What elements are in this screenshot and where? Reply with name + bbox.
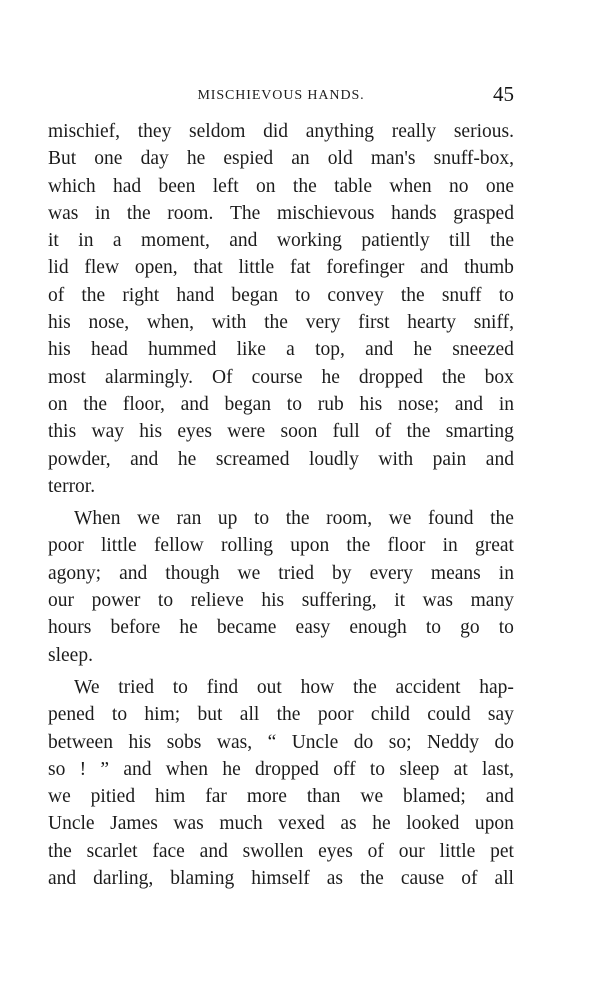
word: that bbox=[193, 257, 223, 279]
text-line bbox=[48, 336, 514, 363]
word: espied bbox=[223, 148, 274, 170]
word: smarting bbox=[445, 421, 514, 443]
word: he bbox=[321, 366, 340, 388]
word: was bbox=[173, 813, 204, 835]
word: man's bbox=[370, 148, 416, 170]
text-line bbox=[48, 418, 514, 445]
word: the bbox=[346, 535, 371, 557]
word: accident bbox=[395, 676, 461, 698]
word: pitied bbox=[90, 786, 136, 808]
word: we bbox=[360, 786, 384, 808]
word: he bbox=[186, 148, 206, 170]
word: his bbox=[261, 590, 285, 612]
word: to bbox=[111, 704, 128, 726]
word: powder, bbox=[48, 448, 111, 470]
word: he bbox=[372, 813, 391, 835]
word: enough bbox=[349, 617, 407, 639]
word: to bbox=[369, 758, 386, 780]
text-line bbox=[48, 756, 514, 783]
text-line bbox=[48, 391, 514, 418]
word: agony; bbox=[48, 562, 102, 584]
word: rub bbox=[317, 393, 344, 415]
word: power bbox=[91, 590, 141, 612]
word: by bbox=[332, 562, 352, 584]
word: to bbox=[295, 284, 311, 306]
word: at bbox=[453, 758, 468, 780]
word: up bbox=[217, 508, 238, 530]
word: the bbox=[276, 704, 301, 726]
word: than bbox=[306, 786, 341, 808]
text-line bbox=[48, 587, 514, 614]
word: most bbox=[48, 366, 86, 388]
word: all bbox=[494, 868, 514, 890]
word: and bbox=[130, 448, 159, 470]
word: like bbox=[236, 339, 266, 361]
word: tried bbox=[278, 562, 315, 584]
word: Uncle bbox=[291, 731, 339, 753]
word: really bbox=[391, 121, 437, 142]
word: as bbox=[340, 813, 357, 835]
body-text bbox=[48, 118, 514, 897]
word: Of bbox=[212, 366, 233, 388]
word: on bbox=[48, 393, 68, 415]
word: suffering, bbox=[301, 590, 377, 612]
word: one bbox=[94, 148, 123, 170]
word: little bbox=[238, 257, 275, 279]
word: had bbox=[113, 175, 142, 197]
text-line bbox=[48, 674, 514, 701]
word: were bbox=[227, 421, 266, 443]
word: But bbox=[48, 148, 77, 170]
text-line bbox=[48, 473, 514, 500]
word: was bbox=[48, 202, 79, 224]
word: and bbox=[485, 448, 514, 470]
word: when bbox=[389, 175, 432, 197]
paragraph bbox=[48, 505, 514, 669]
word: the bbox=[406, 421, 431, 443]
word: the bbox=[441, 366, 466, 388]
word: of bbox=[367, 840, 384, 862]
word: James bbox=[110, 813, 158, 835]
word: and bbox=[123, 758, 152, 780]
word: do bbox=[494, 731, 514, 753]
word: between bbox=[48, 731, 113, 753]
word: one bbox=[485, 175, 514, 197]
word: alarmingly. bbox=[104, 366, 194, 388]
word: find bbox=[206, 676, 239, 698]
word: found bbox=[428, 508, 474, 530]
word: on bbox=[256, 175, 276, 197]
word: tried bbox=[118, 676, 154, 698]
text-line bbox=[48, 173, 514, 200]
text-line bbox=[48, 642, 514, 669]
word: he bbox=[177, 448, 197, 470]
word: more bbox=[246, 786, 287, 808]
word: his bbox=[359, 393, 383, 415]
word: course bbox=[251, 366, 303, 388]
word: screamed bbox=[215, 448, 290, 470]
word: it bbox=[48, 230, 59, 252]
word: sobs bbox=[166, 731, 202, 753]
word: how bbox=[300, 676, 335, 698]
word: the bbox=[400, 284, 425, 306]
word: last, bbox=[482, 758, 514, 780]
word: and bbox=[48, 868, 77, 890]
word: in bbox=[498, 393, 514, 415]
word: began bbox=[231, 284, 278, 306]
word: go bbox=[460, 617, 480, 639]
word: to bbox=[253, 508, 270, 530]
word: fat bbox=[290, 257, 311, 279]
text-line bbox=[48, 118, 514, 145]
word: scarlet bbox=[86, 840, 138, 862]
word: he bbox=[179, 617, 198, 639]
word: to bbox=[172, 676, 188, 698]
word: and bbox=[420, 257, 449, 279]
text-line bbox=[48, 364, 514, 391]
text-line bbox=[48, 838, 514, 865]
word: many bbox=[470, 590, 514, 612]
word: When bbox=[74, 508, 121, 530]
word: in bbox=[78, 230, 94, 252]
word: was, bbox=[216, 731, 253, 753]
word: they bbox=[137, 121, 172, 142]
word: soon bbox=[280, 421, 318, 443]
word: left bbox=[212, 175, 239, 197]
word: snuff-box, bbox=[433, 148, 514, 170]
word: did bbox=[263, 121, 289, 142]
text-line bbox=[48, 729, 514, 756]
word: pened bbox=[48, 704, 95, 726]
text-line bbox=[48, 282, 514, 309]
word: of bbox=[375, 421, 392, 443]
word: our bbox=[398, 840, 425, 862]
word: hummed bbox=[148, 339, 217, 361]
word: in bbox=[442, 535, 458, 557]
word: been bbox=[158, 175, 196, 197]
word: table bbox=[334, 175, 372, 197]
word: to bbox=[157, 590, 174, 612]
paragraph bbox=[48, 118, 514, 500]
word: anything bbox=[305, 121, 374, 142]
word: The bbox=[230, 202, 261, 224]
word: head bbox=[91, 339, 128, 361]
word: pet bbox=[490, 840, 514, 862]
word: face bbox=[152, 840, 185, 862]
word: and bbox=[454, 393, 484, 415]
word: out bbox=[256, 676, 282, 698]
text-line bbox=[48, 200, 514, 227]
page-header bbox=[48, 82, 514, 112]
word: to bbox=[498, 617, 514, 639]
word: hearty bbox=[407, 312, 456, 334]
word: swollen bbox=[242, 840, 304, 862]
word: “ bbox=[267, 731, 277, 753]
word: poor bbox=[317, 704, 354, 726]
word: nose; bbox=[397, 393, 440, 415]
word: relieve bbox=[190, 590, 244, 612]
word: child bbox=[370, 704, 410, 726]
word: right bbox=[122, 284, 160, 306]
word: it bbox=[394, 590, 406, 612]
word: to bbox=[286, 393, 302, 415]
word: ! bbox=[79, 758, 87, 780]
text-line bbox=[48, 783, 514, 810]
word: moment, bbox=[141, 230, 210, 252]
word: his bbox=[128, 731, 152, 753]
running-head: MISCHIEVOUS HANDS. bbox=[197, 88, 365, 103]
word: the bbox=[83, 393, 108, 415]
word: him bbox=[155, 786, 186, 808]
word: mischief, bbox=[48, 121, 121, 142]
word: forefinger bbox=[326, 257, 405, 279]
word: dropped bbox=[255, 758, 319, 780]
word: the bbox=[81, 284, 106, 306]
word: so; bbox=[388, 731, 412, 753]
word: little bbox=[439, 840, 476, 862]
text-line bbox=[48, 560, 514, 587]
word: him; bbox=[144, 704, 181, 726]
text-line bbox=[48, 532, 514, 559]
word: the bbox=[292, 175, 317, 197]
word: the bbox=[360, 868, 384, 890]
word: sleep. bbox=[48, 644, 93, 666]
word: way bbox=[91, 421, 124, 443]
word: we bbox=[237, 562, 261, 584]
word: when, bbox=[146, 312, 194, 334]
word: but bbox=[197, 704, 223, 726]
word: the bbox=[352, 676, 377, 698]
word: himself bbox=[251, 868, 310, 890]
word: great bbox=[474, 535, 514, 557]
word: floor bbox=[387, 535, 426, 557]
text-line bbox=[48, 810, 514, 837]
word: flew bbox=[84, 257, 120, 279]
word: hand bbox=[176, 284, 215, 306]
word: easy bbox=[295, 617, 331, 639]
word: vexed bbox=[278, 813, 325, 835]
word: and bbox=[229, 230, 258, 252]
text-line bbox=[48, 254, 514, 281]
word: to bbox=[425, 617, 441, 639]
page-number: 45 bbox=[493, 82, 514, 106]
text-line bbox=[48, 145, 514, 172]
word: in bbox=[498, 562, 514, 584]
word: room. bbox=[167, 202, 214, 224]
word: say bbox=[487, 704, 514, 726]
word: before bbox=[110, 617, 161, 639]
word: he bbox=[222, 758, 241, 780]
word: could bbox=[427, 704, 471, 726]
word: grasped bbox=[453, 202, 514, 224]
word: the bbox=[126, 202, 151, 224]
word: Uncle bbox=[48, 813, 95, 835]
word: hands bbox=[391, 202, 437, 224]
word: he bbox=[413, 339, 432, 361]
word: the bbox=[48, 840, 72, 862]
word: an bbox=[291, 148, 310, 170]
word: his bbox=[48, 312, 71, 334]
word: a bbox=[286, 339, 295, 361]
word: upon bbox=[290, 535, 330, 557]
word: old bbox=[327, 148, 353, 170]
word: in bbox=[94, 202, 111, 224]
word: of bbox=[48, 284, 65, 306]
word: all bbox=[239, 704, 260, 726]
word: ” bbox=[100, 758, 110, 780]
word: seldom bbox=[189, 121, 246, 142]
word: hap- bbox=[479, 676, 514, 698]
word: though bbox=[165, 562, 220, 584]
word: his bbox=[48, 339, 71, 361]
word: we bbox=[48, 786, 71, 808]
word: when bbox=[165, 758, 209, 780]
word: day bbox=[140, 148, 169, 170]
word: convey bbox=[327, 284, 384, 306]
word: working bbox=[276, 230, 342, 252]
word: box bbox=[484, 366, 514, 388]
word: much bbox=[219, 813, 263, 835]
word: this bbox=[48, 421, 77, 443]
word: with bbox=[378, 448, 414, 470]
word: off bbox=[333, 758, 356, 780]
text-line bbox=[48, 614, 514, 641]
word: looked bbox=[406, 813, 460, 835]
word: far bbox=[205, 786, 227, 808]
word: nose, bbox=[88, 312, 130, 334]
word: began bbox=[224, 393, 272, 415]
word: so bbox=[48, 758, 66, 780]
word: as bbox=[326, 868, 343, 890]
word: means bbox=[430, 562, 481, 584]
word: and bbox=[365, 339, 394, 361]
word: fellow bbox=[153, 535, 204, 557]
word: and bbox=[180, 393, 209, 415]
word: eyes bbox=[177, 421, 212, 443]
text-line bbox=[48, 701, 514, 728]
word: lid bbox=[48, 257, 69, 279]
word: which bbox=[48, 175, 96, 197]
word: sleep bbox=[399, 758, 440, 780]
word: the bbox=[264, 312, 288, 334]
word: very bbox=[305, 312, 341, 334]
text-line bbox=[48, 505, 514, 532]
word: rolling bbox=[220, 535, 273, 557]
word: open, bbox=[134, 257, 178, 279]
word: with bbox=[211, 312, 247, 334]
word: Neddy bbox=[426, 731, 479, 753]
word: every bbox=[369, 562, 413, 584]
word: upon bbox=[474, 813, 514, 835]
word: top, bbox=[315, 339, 345, 361]
word: we bbox=[388, 508, 412, 530]
word: We bbox=[74, 676, 100, 698]
word: the bbox=[285, 508, 310, 530]
word: we bbox=[137, 508, 160, 530]
word: blamed; bbox=[403, 786, 466, 808]
word: pain bbox=[432, 448, 467, 470]
word: patiently bbox=[361, 230, 430, 252]
word: our bbox=[48, 590, 74, 612]
word: eyes bbox=[318, 840, 353, 862]
word: became bbox=[216, 617, 277, 639]
word: blaming bbox=[170, 868, 235, 890]
word: terror. bbox=[48, 475, 96, 497]
word: the bbox=[490, 508, 514, 530]
word: snuff bbox=[441, 284, 482, 306]
word: poor bbox=[48, 535, 84, 557]
word: of bbox=[461, 868, 478, 890]
word: thumb bbox=[464, 257, 514, 279]
word: loudly bbox=[309, 448, 359, 470]
word: the bbox=[490, 230, 514, 252]
word: cause bbox=[400, 868, 445, 890]
word: first bbox=[358, 312, 390, 334]
word: ran bbox=[176, 508, 202, 530]
word: no bbox=[448, 175, 469, 197]
word: do bbox=[353, 731, 374, 753]
paragraph bbox=[48, 674, 514, 892]
word: darling, bbox=[93, 868, 154, 890]
word: serious. bbox=[453, 121, 514, 142]
word: his bbox=[139, 421, 163, 443]
word: and bbox=[119, 562, 148, 584]
word: floor, bbox=[122, 393, 165, 415]
text-line bbox=[48, 446, 514, 473]
word: room, bbox=[326, 508, 373, 530]
word: and bbox=[199, 840, 228, 862]
word: little bbox=[100, 535, 137, 557]
word: mischievous bbox=[276, 202, 375, 224]
text-line bbox=[48, 865, 514, 892]
word: sneezed bbox=[452, 339, 514, 361]
word: till bbox=[449, 230, 471, 252]
word: was bbox=[422, 590, 453, 612]
word: hours bbox=[48, 617, 92, 639]
word: to bbox=[498, 284, 514, 306]
word: full bbox=[332, 421, 360, 443]
word: a bbox=[112, 230, 122, 252]
text-line bbox=[48, 227, 514, 254]
text-line bbox=[48, 309, 514, 336]
word: dropped bbox=[358, 366, 423, 388]
word: and bbox=[485, 786, 514, 808]
word: sniff, bbox=[473, 312, 514, 334]
